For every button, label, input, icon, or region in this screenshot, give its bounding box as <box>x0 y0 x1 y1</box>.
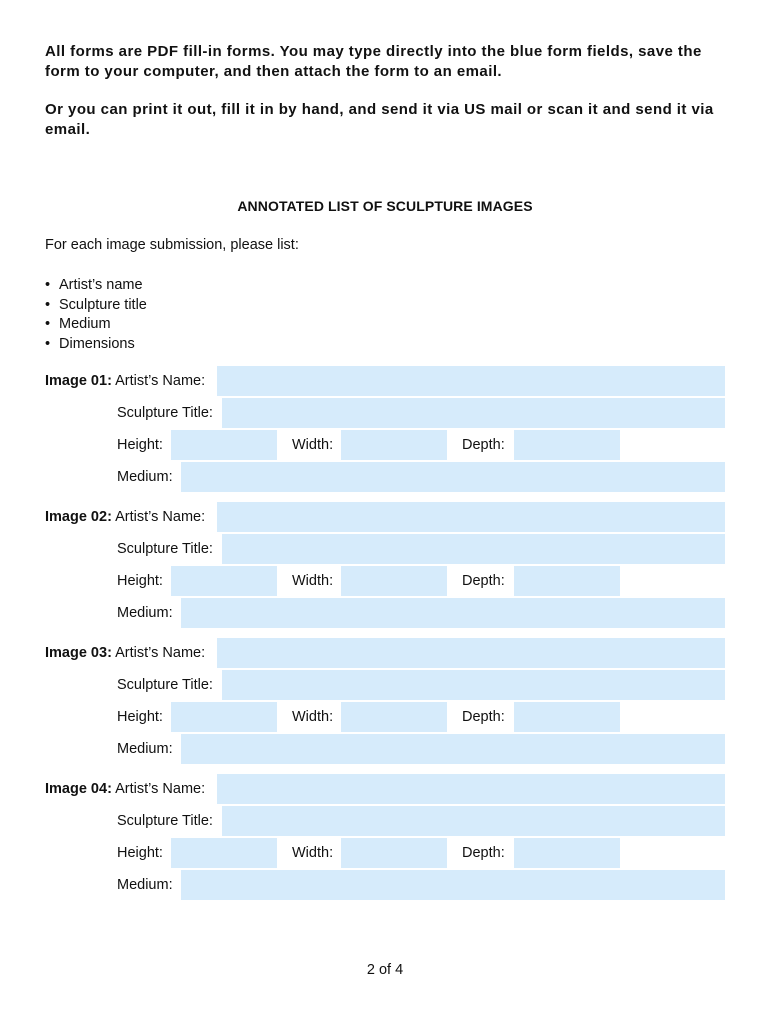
image-02-medium-label: Medium: <box>117 605 173 621</box>
intro-paragraph-2: Or you can print it out, fill it in by hand, and send it via US mail or scan it and send it via email. <box>45 101 714 138</box>
image-03-medium-label: Medium: <box>117 741 173 757</box>
image-04-title-label: Sculpture Title: <box>117 813 213 829</box>
list-item: • Dimensions <box>45 335 147 355</box>
image-03-depth-label: Depth: <box>462 709 505 725</box>
image-01-title-label: Sculpture Title: <box>117 405 213 421</box>
page-number: 2 of 4 <box>366 962 404 978</box>
requirements-list <box>45 276 147 354</box>
image-04-width-label: Width: <box>292 845 334 861</box>
image-03-height-label: Height: <box>117 709 163 725</box>
image-02-title-field[interactable] <box>222 534 725 564</box>
image-02-depth-label: Depth: <box>462 573 505 589</box>
bullet-icon: • <box>45 316 51 332</box>
image-number-label: Image 01: <box>45 373 112 389</box>
image-04-title-field[interactable] <box>222 806 725 836</box>
image-01-width-label: Width: <box>292 437 334 453</box>
image-04-medium-field[interactable] <box>181 870 725 900</box>
image-02-artist-label: Image 02: Artist’s Name: <box>45 509 206 525</box>
image-04-depth-field[interactable] <box>514 838 620 868</box>
image-01-height-field[interactable] <box>171 430 277 460</box>
image-03-depth-field[interactable] <box>514 702 620 732</box>
image-01-width-field[interactable] <box>341 430 447 460</box>
lead-text: For each image submission, please list: <box>45 237 299 253</box>
image-03-width-field[interactable] <box>341 702 447 732</box>
image-02-title-label: Sculpture Title: <box>117 541 213 557</box>
image-03-width-label: Width: <box>292 709 334 725</box>
intro-paragraph-1: All forms are PDF fill-in forms. You may type directly into the blue form fields, save the form to your computer, and then attach the form to an email. <box>45 43 702 80</box>
image-03-artist-field[interactable] <box>217 638 725 668</box>
image-02-height-label: Height: <box>117 573 163 589</box>
image-03-height-field[interactable] <box>171 702 277 732</box>
image-01-medium-field[interactable] <box>181 462 725 492</box>
image-04-height-field[interactable] <box>171 838 277 868</box>
page-heading: ANNOTATED LIST OF SCULPTURE IMAGES <box>237 198 533 214</box>
image-01-title-field[interactable] <box>222 398 725 428</box>
image-02-width-field[interactable] <box>341 566 447 596</box>
bullet-icon: • <box>45 277 51 293</box>
image-03-artist-label: Image 03: Artist’s Name: <box>45 645 206 661</box>
image-04-depth-label: Depth: <box>462 845 505 861</box>
image-02-artist-field[interactable] <box>217 502 725 532</box>
image-02-depth-field[interactable] <box>514 566 620 596</box>
image-04-height-label: Height: <box>117 845 163 861</box>
image-01-artist-label: Image 01: Artist’s Name: <box>45 373 206 389</box>
image-number-label: Image 02: <box>45 509 112 525</box>
image-02-width-label: Width: <box>292 573 334 589</box>
list-item: • Medium <box>45 315 147 335</box>
image-02-medium-field[interactable] <box>181 598 725 628</box>
list-item: • Artist’s name <box>45 276 147 296</box>
image-04-width-field[interactable] <box>341 838 447 868</box>
image-03-medium-field[interactable] <box>181 734 725 764</box>
image-01-height-label: Height: <box>117 437 163 453</box>
bullet-icon: • <box>45 296 51 313</box>
image-04-medium-label: Medium: <box>117 877 173 893</box>
image-01-depth-field[interactable] <box>514 430 620 460</box>
image-01-artist-field[interactable] <box>217 366 725 396</box>
bullet-icon: • <box>45 335 51 352</box>
image-01-depth-label: Depth: <box>462 437 505 453</box>
image-02-height-field[interactable] <box>171 566 277 596</box>
image-number-label: Image 04: <box>45 781 112 797</box>
image-03-title-field[interactable] <box>222 670 725 700</box>
list-item: • Sculpture title <box>45 296 147 316</box>
image-04-artist-field[interactable] <box>217 774 725 804</box>
image-04-artist-label: Image 04: Artist’s Name: <box>45 781 206 797</box>
image-number-label: Image 03: <box>45 645 112 661</box>
image-01-medium-label: Medium: <box>117 469 173 485</box>
image-03-title-label: Sculpture Title: <box>117 677 213 693</box>
